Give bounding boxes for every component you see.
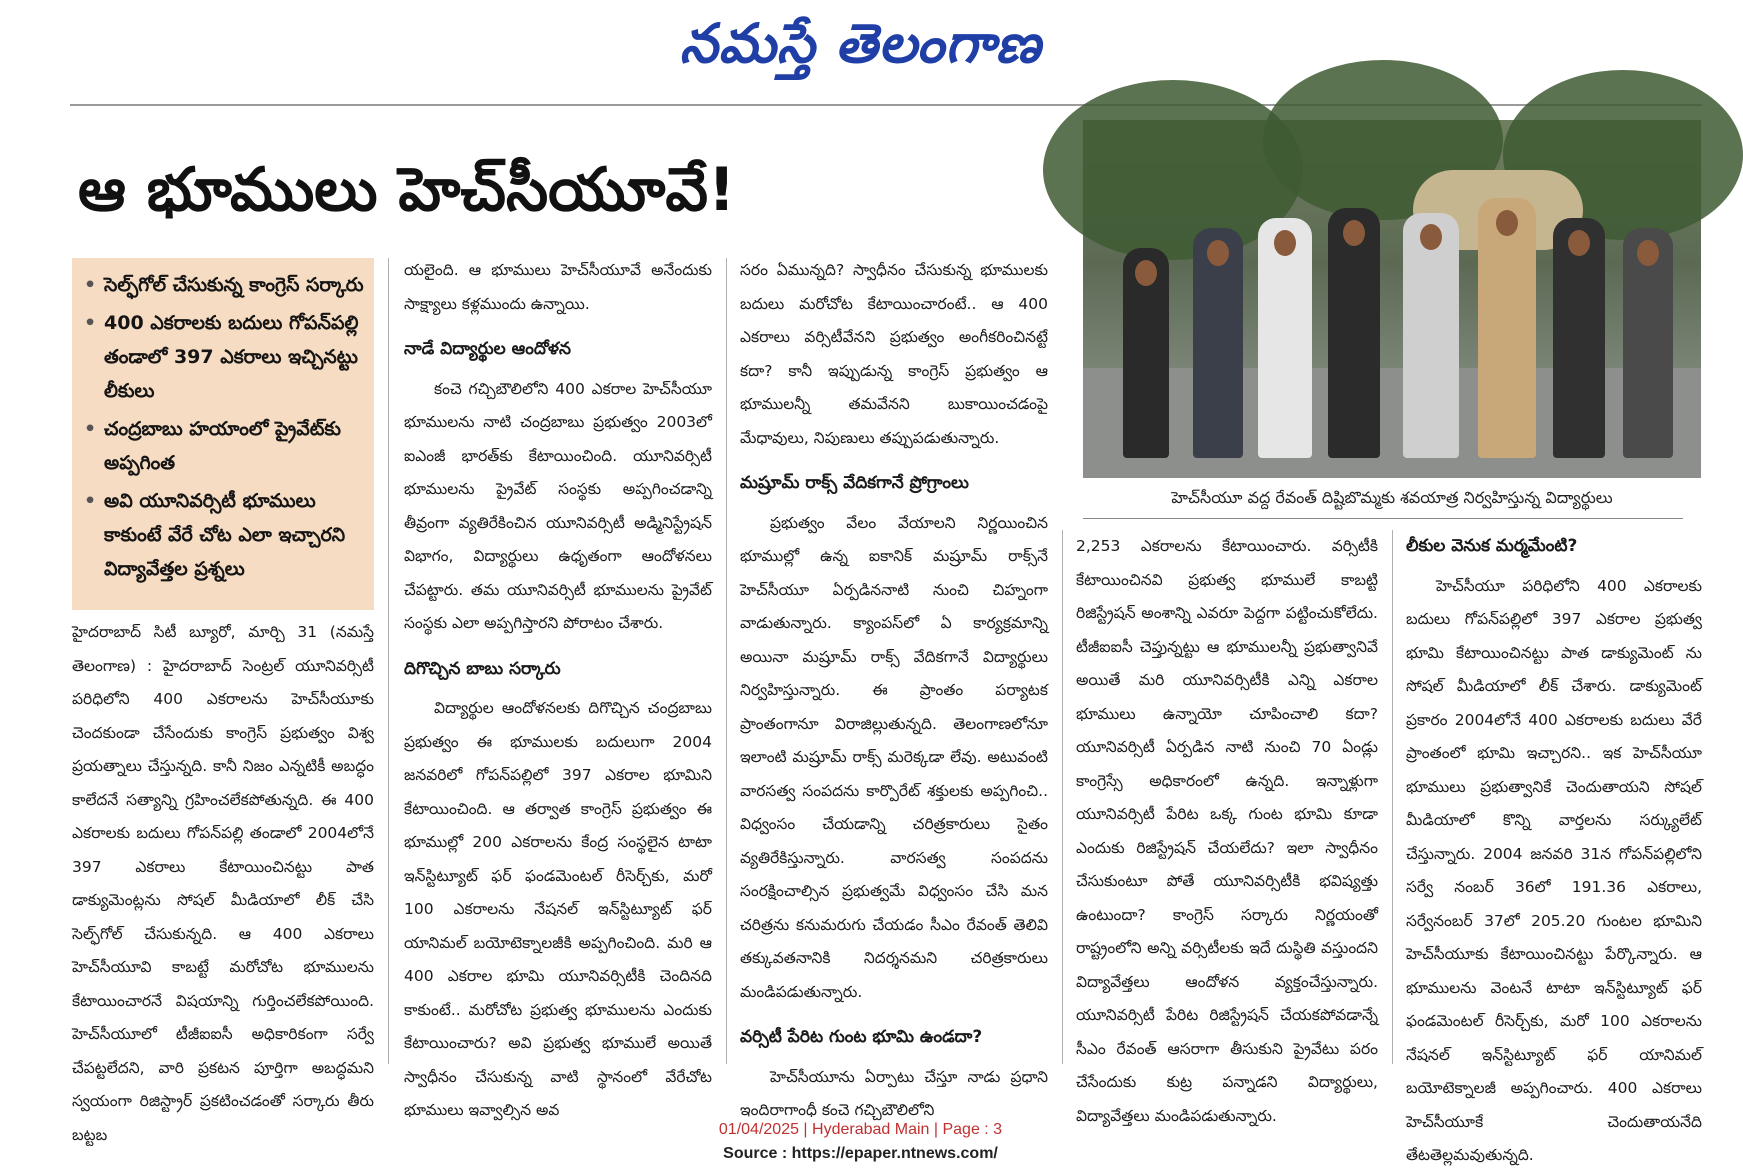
highlight-item bbox=[84, 484, 366, 586]
article-paragraph: యలైంది. ఆ భూములు హెచ్‌సీయూవే అనేందుకు సాక్ష్యాలు కళ్లముందు ఉన్నాయి. bbox=[404, 261, 712, 313]
highlight-item bbox=[84, 306, 366, 408]
newspaper-logo: నమస్తే తెలంగాణ bbox=[679, 11, 1042, 75]
article-column-2 bbox=[404, 254, 712, 1119]
article-column-5 bbox=[1406, 530, 1702, 1164]
article-paragraph: హెచ్‌సీయూ పరిధిలోని 400 ఎకరాలకు బదులు గోపన్‌పల్లిలో 397 ఎకరాల ప్రభుత్వ భూమి కేటాయించినట్టు పాత డాక్యుమెంట్ ను సోషల్ మీడియాలో లీక్ చేశారు. డాక్యుమెంట్ ప్రకారం 2004లోనే 400 ఎకరాలకు బదులు వేరే ప్రాంతంలో భూమి ఇచ్చారని.. ఇక హెచ్‌సీయూ భూములు ప్రభుత్వానికే చెందుతాయని సోషల్ మీడియాలో కొన్ని వార్తలను సర్క్యులేట్ చేస్తున్నారు. 2004 జనవరి 31న గోపన్‌పల్లిలోని సర్వే నంబర్ 36లో 191.36 ఎకరాలు, సర్వేనంబర్ 37లో 205.20 గుంటల భూమిని హెచ్‌సీయూకు కేటాయించినట్టు పేర్కొన్నారు. ఆ భూములను వెంటనే టాటా ఇన్‌స్టిట్యూట్ ఫర్ ఫండమెంటల్ రీసెర్చ్‌కు, మరో 100 ఎకరాలను నేషనల్ ఇన్‌స్టిట్యూట్ ఫర్ యానిమల్ బయోటెక్నాలజీ అప్పగించారు. 400 ఎకరాలు హెచ్‌సీయూకే చెందుతాయనేది తేటతెల్లమవుతున్నది. bbox=[1406, 576, 1702, 1164]
article-column-4 bbox=[1076, 530, 1378, 1125]
protest-photo bbox=[1083, 120, 1701, 478]
subheading: నాడే విద్యార్థుల ఆందోళన bbox=[404, 339, 571, 359]
column-divider bbox=[1392, 530, 1393, 1064]
highlight-item bbox=[84, 268, 366, 302]
article-paragraph: కంచె గచ్చిబౌలిలోని 400 ఎకరాల హెచ్‌సీయూ భూములను నాటి చంద్రబాబు ప్రభుత్వం 2003లో ఐఎంజీ భారత్‌కు కేటాయించింది. యూనివర్సిటీ భూములను ప్రైవేట్ సంస్థకు అప్పగించడాన్ని తీవ్రంగా వ్యతిరేకించిన యూనివర్సిటీ అడ్మినిస్ట్రేషన్ విభాగం, విద్యార్థులు ఉధృతంగా ఆందోళనలు చేపట్టారు. తమ యూనివర్సిటీ భూములను ప్రైవేట్ సంస్థకు ఎలా అప్పగిస్తారని పోరాటం చేశారు. bbox=[404, 379, 712, 632]
source-link[interactable]: Source : https://epaper.ntnews.com/ bbox=[723, 1145, 998, 1162]
highlight-item bbox=[84, 412, 366, 480]
highlight-text: అవి యూనివర్సిటీ భూములు కాకుంటే వేరే చోట ఎలా ఇచ్చారని విద్యావేత్తల ప్రశ్నలు bbox=[104, 490, 346, 580]
bullet-icon: • bbox=[84, 274, 97, 296]
article-column-3 bbox=[740, 254, 1048, 1119]
article-paragraph: హెచ్‌సీయూను ఏర్పాటు చేస్తూ నాడు ప్రధాని ఇందిరాగాంధీ కంచె గచ్చిబౌలిలోని bbox=[740, 1067, 1048, 1119]
edition-info: 01/04/2025 | Hyderabad Main | Page : 3 bbox=[718, 1121, 1003, 1138]
photo-caption: హెచ్‌సీయూ వద్ద రేవంత్ దిష్టిబొమ్మకు శవయాత్ర నిర్వహిస్తున్న విద్యార్థులు bbox=[1171, 488, 1613, 507]
article-paragraph: ప్రభుత్వం వేలం వేయాలని నిర్ణయించిన భూముల్లో ఉన్న ఐకానిక్ మష్రూమ్ రాక్స్‌నే హెచ్‌సీయూ ఏర్పడిననాటి నుంచి చిహ్నంగా వాడుతున్నారు. క్యాంపస్‌లో ఏ కార్యక్రమాన్ని అయినా మష్రూమ్ రాక్స్ వేదికగానే విద్యార్థులు నిర్వహిస్తున్నారు. ఈ ప్రాంతం పర్యాటక ప్రాంతంగానూ విరాజిల్లుతున్నది. తెలంగాణలోనూ ఇలాంటి మష్రూమ్ రాక్స్ మరెక్కడా లేవు. అటువంటి వారసత్వ సంపదను కార్పొరేట్ శక్తులకు అప్పగించి.. విధ్వంసం చేయడాన్ని చరిత్రకారులు సైతం వ్యతిరేకిస్తున్నారు. వారసత్వ సంపదను సంరక్షించాల్సిన ప్రభుత్వమే విధ్వంసం చేసి మన చరిత్రను కనుమరుగు చేయడం సీఎం రేవంత్ తెలివి తక్కువతనానికి నిదర్శనమని చరిత్రకారులు మండిపడుతున్నారు. bbox=[740, 513, 1048, 1001]
subheading: మష్రూమ్ రాక్స్ వేదికగానే ప్రోగ్రాంలు bbox=[740, 473, 969, 493]
bullet-icon: • bbox=[84, 418, 97, 440]
column-divider bbox=[726, 258, 727, 1064]
highlight-text: చంద్రబాబు హయాంలో ప్రైవేట్‌కు అప్పగింత bbox=[104, 418, 341, 474]
column-divider bbox=[388, 258, 389, 1064]
highlights-box bbox=[72, 258, 374, 610]
page-footer bbox=[0, 1118, 1721, 1166]
highlight-text: సెల్ఫ్‌గోల్ చేసుకున్న కాంగ్రెస్ సర్కారు bbox=[104, 274, 364, 296]
article-paragraph: విద్యార్థుల ఆందోళనలకు దిగొచ్చిన చంద్రబాబు ప్రభుత్వం ఈ భూములకు బదులుగా 2004 జనవరిలో గోపన్‌పల్లిలో 397 ఎకరాల భూమిని కేటాయించింది. ఆ తర్వాత కాంగ్రెస్ ప్రభుత్వం ఈ భూముల్లో 200 ఎకరాలను కేంద్ర సంస్థలైన టాటా ఇన్‌స్టిట్యూట్ ఫర్ ఫండమెంటల్ రీసెర్చ్‌కు, మరో 100 ఎకరాలను నేషనల్ ఇన్‌స్టిట్యూట్ ఫర్ యానిమల్ బయోటెక్నాలజీకి అప్పగించింది. మరి ఆ 400 ఎకరాల భూమి యూనివర్సిటీకి చెందినది కాకుంటే.. మరోచోట ప్రభుత్వ భూములను ఎందుకు కేటాయించారు? అవి ప్రభుత్వ భూములే అయితే స్వాధీనం చేసుకున్న వాటి స్థానంలో వేరేచోట భూములు ఇవ్వాల్సిన అవ bbox=[404, 699, 712, 1119]
highlight-text: 400 ఎకరాలకు బదులు గోపన్‌పల్లి తండాలో 397 ఎకరాలు ఇచ్చినట్టు లీకులు bbox=[104, 312, 359, 402]
column-divider bbox=[1062, 530, 1063, 1064]
article-paragraph: హైదరాబాద్ సిటీ బ్యూరో, మార్చి 31 (నమస్తే తెలంగాణ) : హైదరాబాద్ సెంట్రల్ యూనివర్సిటీ పరిధిలోని 400 ఎకరాలను హెచ్‌సీయూకు చెందకుండా చేసేందుకు కాంగ్రెస్ ప్రభుత్వం విశ్వ ప్రయత్నాలు చేస్తున్నది. కానీ నిజం ఎన్నటికీ అబద్ధం కాలేదనే సత్యాన్ని గ్రహించలేకపోతున్నది. ఈ 400 ఎకరాలకు బదులు గోపన్‌పల్లి తండాలో 2004లోనే 397 ఎకరాలు కేటాయించినట్టు పాత డాక్యుమెంట్లను సోషల్ మీడియాలో లీక్ చేసి సెల్ఫ్‌గోల్ చేసుకున్నది. ఆ 400 ఎకరాలు హెచ్‌సీయూవి కాబట్టే మరోచోట భూములను కేటాయించారనే విషయాన్ని గుర్తించలేకపోయింది. హెచ్‌సీయూలో టీజీఐఐసీ అధికారికంగా సర్వే చేపట్టలేదని, వారి ప్రకటన పూర్తిగా అబద్ధమని స్వయంగా రిజిస్ట్రార్ ప్రకటించడంతో సర్కారు తీరు బట్టబ bbox=[72, 623, 374, 1144]
subheading: దిగొచ్చిన బాబు సర్కారు bbox=[404, 658, 561, 679]
article-paragraph: సరం ఏమున్నది? స్వాధీనం చేసుకున్న భూములకు బదులు మరోచోట కేటాయించారంటే.. ఆ 400 ఎకరాలు వర్సిటీవేనని ప్రభుత్వం అంగీకరించినట్టే కదా? కానీ ఇప్పుడున్న కాంగ్రెస్ ప్రభుత్వం ఆ భూములన్నీ తమవేనని బుకాయించడంపై మేధావులు, నిపుణులు తప్పుపడుతున్నారు. bbox=[740, 261, 1048, 447]
subheading: లీకుల వెనుక మర్మమేంటి? bbox=[1406, 536, 1578, 556]
caption-divider bbox=[1083, 518, 1683, 519]
subheading: వర్సిటీ పేరిట గుంట భూమి ఉండదా? bbox=[740, 1027, 983, 1047]
article-headline: ఆ భూములు హెచ్‌సీయూవే! bbox=[78, 155, 736, 225]
bullet-icon: • bbox=[84, 312, 97, 334]
article-column-1 bbox=[72, 616, 374, 1144]
bullet-icon: • bbox=[84, 490, 97, 512]
article-paragraph: 2,253 ఎకరాలను కేటాయించారు. వర్సిటీకి కేటాయించినవి ప్రభుత్వ భూములే కాబట్టి రిజిస్ట్రేషన్ అంశాన్ని ఎవరూ పెద్దగా పట్టించుకోలేదు. టీజీఐఐసీ చెప్తున్నట్టు ఆ భూములన్నీ ప్రభుత్వానివే అయితే మరి యూనివర్సిటీకి ఎన్ని ఎకరాల భూములు ఉన్నాయో చూపించాలి కదా? యూనివర్సిటీ ఏర్పడిన నాటి నుంచి 70 ఏండ్లు కాంగ్రెస్సే అధికారంలో ఉన్నది. ఇన్నాళ్లుగా యూనివర్సిటీ పేరిట ఒక్క గుంట భూమి కూడా ఎందుకు రిజిస్ట్రేషన్ చేయలేదు? ఇలా స్వాధీనం చేసుకుంటూ పోతే యూనివర్సిటీకి భవిష్యత్తు ఉంటుందా? కాంగ్రెస్ సర్కారు నిర్ణయంతో రాష్ట్రంలోని అన్ని వర్సిటీలకు ఇదే దుస్థితి వస్తుందని విద్యావేత్తలు ఆందోళన వ్యక్తంచేస్తున్నారు. యూనివర్సిటీ పేరిట రిజిస్ట్రేషన్ చేయకపోవడాన్నే సీఎం రేవంత్ ఆసరాగా తీసుకుని ప్రైవేటు పరం చేసేందుకు కుట్ర పన్నాడని విద్యార్థులు, విద్యావేత్తలు మండిపడుతున్నారు. bbox=[1076, 537, 1378, 1125]
